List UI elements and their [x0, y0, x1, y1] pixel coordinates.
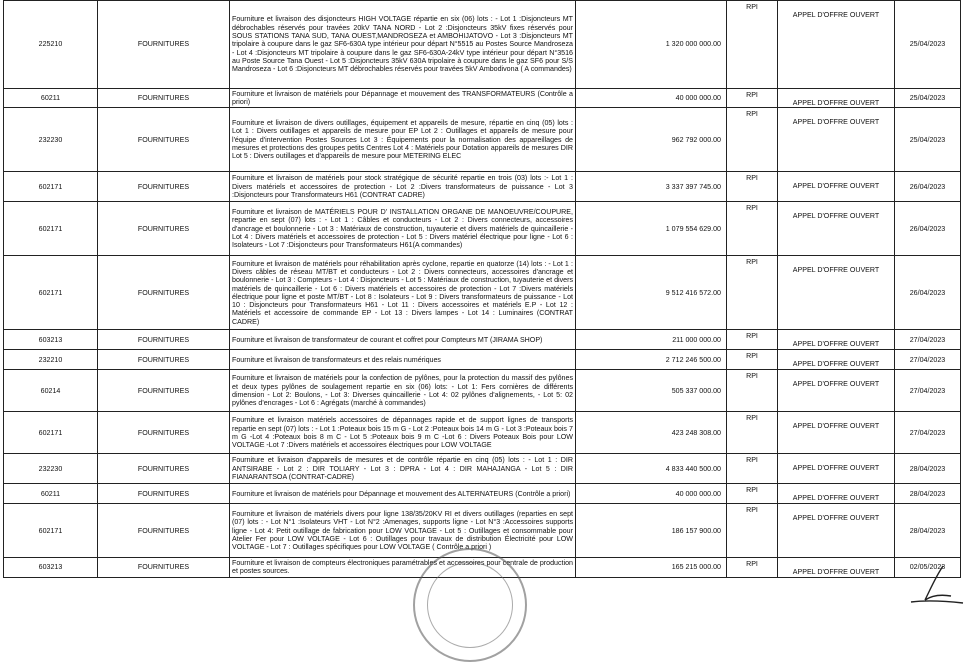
- description-cell: Fourniture et livraison des disjoncteurs HIGH VOLTAGE répartie en six (06) lots : - Lot 1 :Disjoncteurs MT débrochables réservés pour travées 20kV TANA NORD - Lot 2 :Disjoncteurs 35kV fixes réservés pour SOUS STATIONS TANA SUD, TANA OUEST,MANDROSEZA et AMBOHIJATOVO - Lot 3 :Disjoncteurs MT tripolaire à coupure dans le gaz SF6-630A type intérieur pour départ N°5515 au Postes Source Mandroseza - Lot 4 :Disjoncteurs MT tripolaire à coupure dans le gaz SF6-630A-24kV type intérieur pour départ N°3516 au Poste Source Tana Ouest - Lot 5 :Disjoncteurs 35kV 630A tripolaire à coupure dans le gaz SF6 pour S/S Mandroseza - Lot 6 :Disjoncteurs MT débrochables réservés pour travées 5kV Ambodivona ( A commandes): [230, 1, 576, 89]
- procedure-cell: APPEL D'OFFRE OUVERT: [778, 484, 895, 504]
- financing-mode-cell: RPI: [727, 202, 778, 256]
- budget-code-cell: 60211: [4, 89, 98, 108]
- category-cell: FOURNITURES: [98, 370, 230, 412]
- amount-cell: 165 215 000.00: [576, 558, 727, 577]
- budget-code-cell: 603213: [4, 558, 98, 577]
- date-cell: 27/04/2023: [895, 370, 961, 412]
- budget-code-cell: 602171: [4, 256, 98, 330]
- description-cell: Fourniture et livraison de transformateur de courant et coffret pour Compteurs MT (JIRAMA SHOP): [230, 330, 576, 350]
- financing-mode-cell: RPI: [727, 504, 778, 558]
- procedure-cell: APPEL D'OFFRE OUVERT: [778, 1, 895, 89]
- procedure-cell: APPEL D'OFFRE OUVERT: [778, 256, 895, 330]
- description-cell: Fourniture et livraison de transformateurs et des relais numériques: [230, 350, 576, 370]
- financing-mode-cell: RPI: [727, 484, 778, 504]
- category-cell: FOURNITURES: [98, 558, 230, 577]
- category-cell: FOURNITURES: [98, 172, 230, 202]
- budget-code-cell: 225210: [4, 1, 98, 89]
- description-cell: Fourniture et livraison de matériels pour stock stratégique de sécurité repartie en trois (03) lots :- Lot 1 : Divers matériels et accessoires de protection - Lot 2 :Divers transformateurs de puissance - Lot 3 :Disjoncteurs pour Transformateurs H61 (CONTRAT CADRE): [230, 172, 576, 202]
- description-cell: Fourniture et livraison de matériels pour la confection de pylônes, pour la protection du massif des pylônes et deux types pylônes de soulagement repartie en six (06) lots: - Lot 1: Fers cornières de différents dimension - Lot 2: Boulons, - Lot 3: Diverses quincaillerie - Lot 4: 02 pylônes d'alignements, - Lot 5: 02 pylônes d'encrages - Lot 6 : Agrégats (marché à commandes): [230, 370, 576, 412]
- table-row: [4, 172, 961, 202]
- amount-cell: 505 337 000.00: [576, 370, 727, 412]
- date-cell: 27/04/2023: [895, 412, 961, 454]
- procedure-cell: APPEL D'OFFRE OUVERT: [778, 202, 895, 256]
- amount-cell: 962 792 000.00: [576, 108, 727, 172]
- procedure-cell: APPEL D'OFFRE OUVERT: [778, 370, 895, 412]
- description-cell: Fourniture et livraison de matériels pour Dépannage et mouvement des ALTERNATEURS (Contrôle a priori): [230, 484, 576, 504]
- category-cell: FOURNITURES: [98, 412, 230, 454]
- description-cell: Fourniture et livraison de divers outillages, équipement et appareils de mesure, répartie en cinq (05) lots : Lot 1 : Divers outillages et appareils de mesure pour EP Lot 2 : Outillages et appareils de mesure pour l'équipe d'intervention Postes Sources Lot 3 : Équipements pour la normalisation des appareillages de mesures et protections des groupes petits Centres Lot 4 : Matériels pour Dotation appareils de mesures DIR Lot 5 : Divers outillages et d'appareils de mesure pour METERING ELEC: [230, 108, 576, 172]
- budget-code-cell: 232210: [4, 350, 98, 370]
- category-cell: FOURNITURES: [98, 504, 230, 558]
- category-cell: FOURNITURES: [98, 1, 230, 89]
- procedure-cell: APPEL D'OFFRE OUVERT: [778, 350, 895, 370]
- table-row: [4, 370, 961, 412]
- category-cell: FOURNITURES: [98, 454, 230, 484]
- date-cell: 26/04/2023: [895, 172, 961, 202]
- financing-mode-cell: RPI: [727, 454, 778, 484]
- amount-cell: 9 512 416 572.00: [576, 256, 727, 330]
- budget-code-cell: 232230: [4, 108, 98, 172]
- procurement-table: [3, 0, 961, 578]
- amount-cell: 1 079 554 629.00: [576, 202, 727, 256]
- description-cell: Fourniture et livraison matériels accessoires de dépannages rapide et de support lignes de transports repartie en sept (07) lots : - Lot 1 :Poteaux bois 15 m G - Lot 2 :Poteaux bois 14 m G - Lot 3 :Poteaux bois 7 m G -Lot 4 :Poteaux bois 8 m C - Lot 5 :Poteaux bois 9 m C -Lot 6 : Divers Poteaux Bois pour LOW VOLTAGE -Lot 7 :Divers matériels et accessoires électriques pour LOW VOLTAGE: [230, 412, 576, 454]
- amount-cell: 3 337 397 745.00: [576, 172, 727, 202]
- table-row: [4, 89, 961, 108]
- amount-cell: 186 157 900.00: [576, 504, 727, 558]
- category-cell: FOURNITURES: [98, 256, 230, 330]
- date-cell: 25/04/2023: [895, 89, 961, 108]
- financing-mode-cell: RPI: [727, 330, 778, 350]
- procedure-cell: APPEL D'OFFRE OUVERT: [778, 108, 895, 172]
- financing-mode-cell: RPI: [727, 350, 778, 370]
- table-row: [4, 202, 961, 256]
- budget-code-cell: 60211: [4, 484, 98, 504]
- description-cell: Fourniture et livraison de MATÉRIELS POUR D' INSTALLATION ORGANE DE MANOEUVRE/COUPURE, repartie en sept (07) lots : - Lot 1 : Câbles et conducteurs - Lot 2 : Divers connecteurs, accessoires d'ancrage et boulonnerie - Lot 3 : Matériaux de construction, tuyauterie et divers matériels de quincaillerie - Lot 4 : Divers matériels et accessoires de protection - Lot 5 : Divers matériel électrique pour ligne - Lot 6 : Isolateurs - Lot 7 :Disjoncteurs pour Transformateurs H61(A commandes): [230, 202, 576, 256]
- financing-mode-cell: RPI: [727, 108, 778, 172]
- budget-code-cell: 602171: [4, 504, 98, 558]
- budget-code-cell: 603213: [4, 330, 98, 350]
- table-row: [4, 330, 961, 350]
- description-cell: Fourniture et livraison de matériels pour réhabilitation après cyclone, repartie en quatorze (14) lots : - Lot 1 : Divers câbles de réseau MT/BT et conducteurs - Lot 2 : Divers connecteurs, accessoires d'ancrage et boulonnerie - Lot 3 : Compteurs - Lot 4 : Disjoncteurs - Lot 5 : Matériaux de construction, tuyauterie et divers matériels de quincaillerie - Lot 6 : Divers matériels et accessoires de protection - Lot 7 :Divers matériels électrique pour ligne et poste MT/BT - Lot 8 : Isolateurs - Lot 9 : Divers transformateurs de puissance - Lot 10 : Disjoncteurs pour Transformateurs H61 - Lot 11 : Divers accessoires et matériels E.P - Lot 12 : Matériels et accessoire de commande EP - Lot 13 : Divers lampes - Lot 14 : Luminaires (CONTRAT CADRE): [230, 256, 576, 330]
- date-cell: 26/04/2023: [895, 202, 961, 256]
- procedure-cell: APPEL D'OFFRE OUVERT: [778, 412, 895, 454]
- table-row: [4, 484, 961, 504]
- category-cell: FOURNITURES: [98, 484, 230, 504]
- table-row: [4, 256, 961, 330]
- signature-mark: [905, 560, 965, 605]
- table-row: [4, 454, 961, 484]
- financing-mode-cell: RPI: [727, 558, 778, 577]
- financing-mode-cell: RPI: [727, 1, 778, 89]
- financing-mode-cell: RPI: [727, 256, 778, 330]
- procedure-cell: APPEL D'OFFRE OUVERT: [778, 454, 895, 484]
- budget-code-cell: 602171: [4, 172, 98, 202]
- financing-mode-cell: RPI: [727, 89, 778, 108]
- budget-code-cell: 602171: [4, 412, 98, 454]
- description-cell: Fourniture et livraison de matériels pour Dépannage et mouvement des TRANSFORMATEURS (Contrôle a priori): [230, 89, 576, 108]
- category-cell: FOURNITURES: [98, 108, 230, 172]
- date-cell: 27/04/2023: [895, 330, 961, 350]
- financing-mode-cell: RPI: [727, 412, 778, 454]
- description-cell: Fourniture et livraison d'appareils de mesures et de contrôle répartie en cinq (05) lots : - Lot 1 : DIR ANTSIRABE - Lot 2 : DIR TOLIARY - Lot 3 : DPRA - Lot 4 : DIR MAHAJANGA - Lot 5 : DIR FIANARANTSOA (CONTRAT-CADRE): [230, 454, 576, 484]
- financing-mode-cell: RPI: [727, 370, 778, 412]
- table-row: [4, 350, 961, 370]
- table-row: [4, 1, 961, 89]
- category-cell: FOURNITURES: [98, 202, 230, 256]
- date-cell: 28/04/2023: [895, 504, 961, 558]
- budget-code-cell: 602171: [4, 202, 98, 256]
- amount-cell: 423 248 308.00: [576, 412, 727, 454]
- budget-code-cell: 232230: [4, 454, 98, 484]
- amount-cell: 40 000 000.00: [576, 89, 727, 108]
- procedure-cell: APPEL D'OFFRE OUVERT: [778, 558, 895, 577]
- amount-cell: 40 000 000.00: [576, 484, 727, 504]
- amount-cell: 211 000 000.00: [576, 330, 727, 350]
- date-cell: 02/05/2023: [895, 558, 961, 577]
- date-cell: 28/04/2023: [895, 484, 961, 504]
- procedure-cell: APPEL D'OFFRE OUVERT: [778, 330, 895, 350]
- procedure-cell: APPEL D'OFFRE OUVERT: [778, 89, 895, 108]
- table-row: [4, 412, 961, 454]
- budget-code-cell: 60214: [4, 370, 98, 412]
- date-cell: 25/04/2023: [895, 1, 961, 89]
- description-cell: Fourniture et livraison de compteurs électroniques paramétrables et accessoires pour centrale de production et postes sources.: [230, 558, 576, 577]
- amount-cell: 4 833 440 500.00: [576, 454, 727, 484]
- table-row: [4, 108, 961, 172]
- amount-cell: 2 712 246 500.00: [576, 350, 727, 370]
- financing-mode-cell: RPI: [727, 172, 778, 202]
- category-cell: FOURNITURES: [98, 330, 230, 350]
- date-cell: 25/04/2023: [895, 108, 961, 172]
- description-cell: Fourniture et livraison de matériels divers pour ligne 138/35/20KV RI et divers outillages (reparties en sept (07) lots : - Lot N°1 :Isolateurs VHT - Lot N°2 :Amenages, supports ligne - Lot N°3 :Accessoires supports ligne - Lot 4: Petit outillage de fabrication pour LOW VOLTAGE - Lot 5 : Outillages et consommable pour Atelier Fer pour LOW VOLTAGE - Lot 6 : Outillages pour travaux de distribution Électricité pour LOW VOLTAGE - Lot 7 : Outillages spécifiques pour LOW VOLTAGE ( Contrôle a priori ): [230, 504, 576, 558]
- procedure-cell: APPEL D'OFFRE OUVERT: [778, 504, 895, 558]
- procedure-cell: APPEL D'OFFRE OUVERT: [778, 172, 895, 202]
- date-cell: 26/04/2023: [895, 256, 961, 330]
- category-cell: FOURNITURES: [98, 350, 230, 370]
- category-cell: FOURNITURES: [98, 89, 230, 108]
- date-cell: 28/04/2023: [895, 454, 961, 484]
- official-stamp: [413, 548, 527, 662]
- amount-cell: 1 320 000 000.00: [576, 1, 727, 89]
- date-cell: 27/04/2023: [895, 350, 961, 370]
